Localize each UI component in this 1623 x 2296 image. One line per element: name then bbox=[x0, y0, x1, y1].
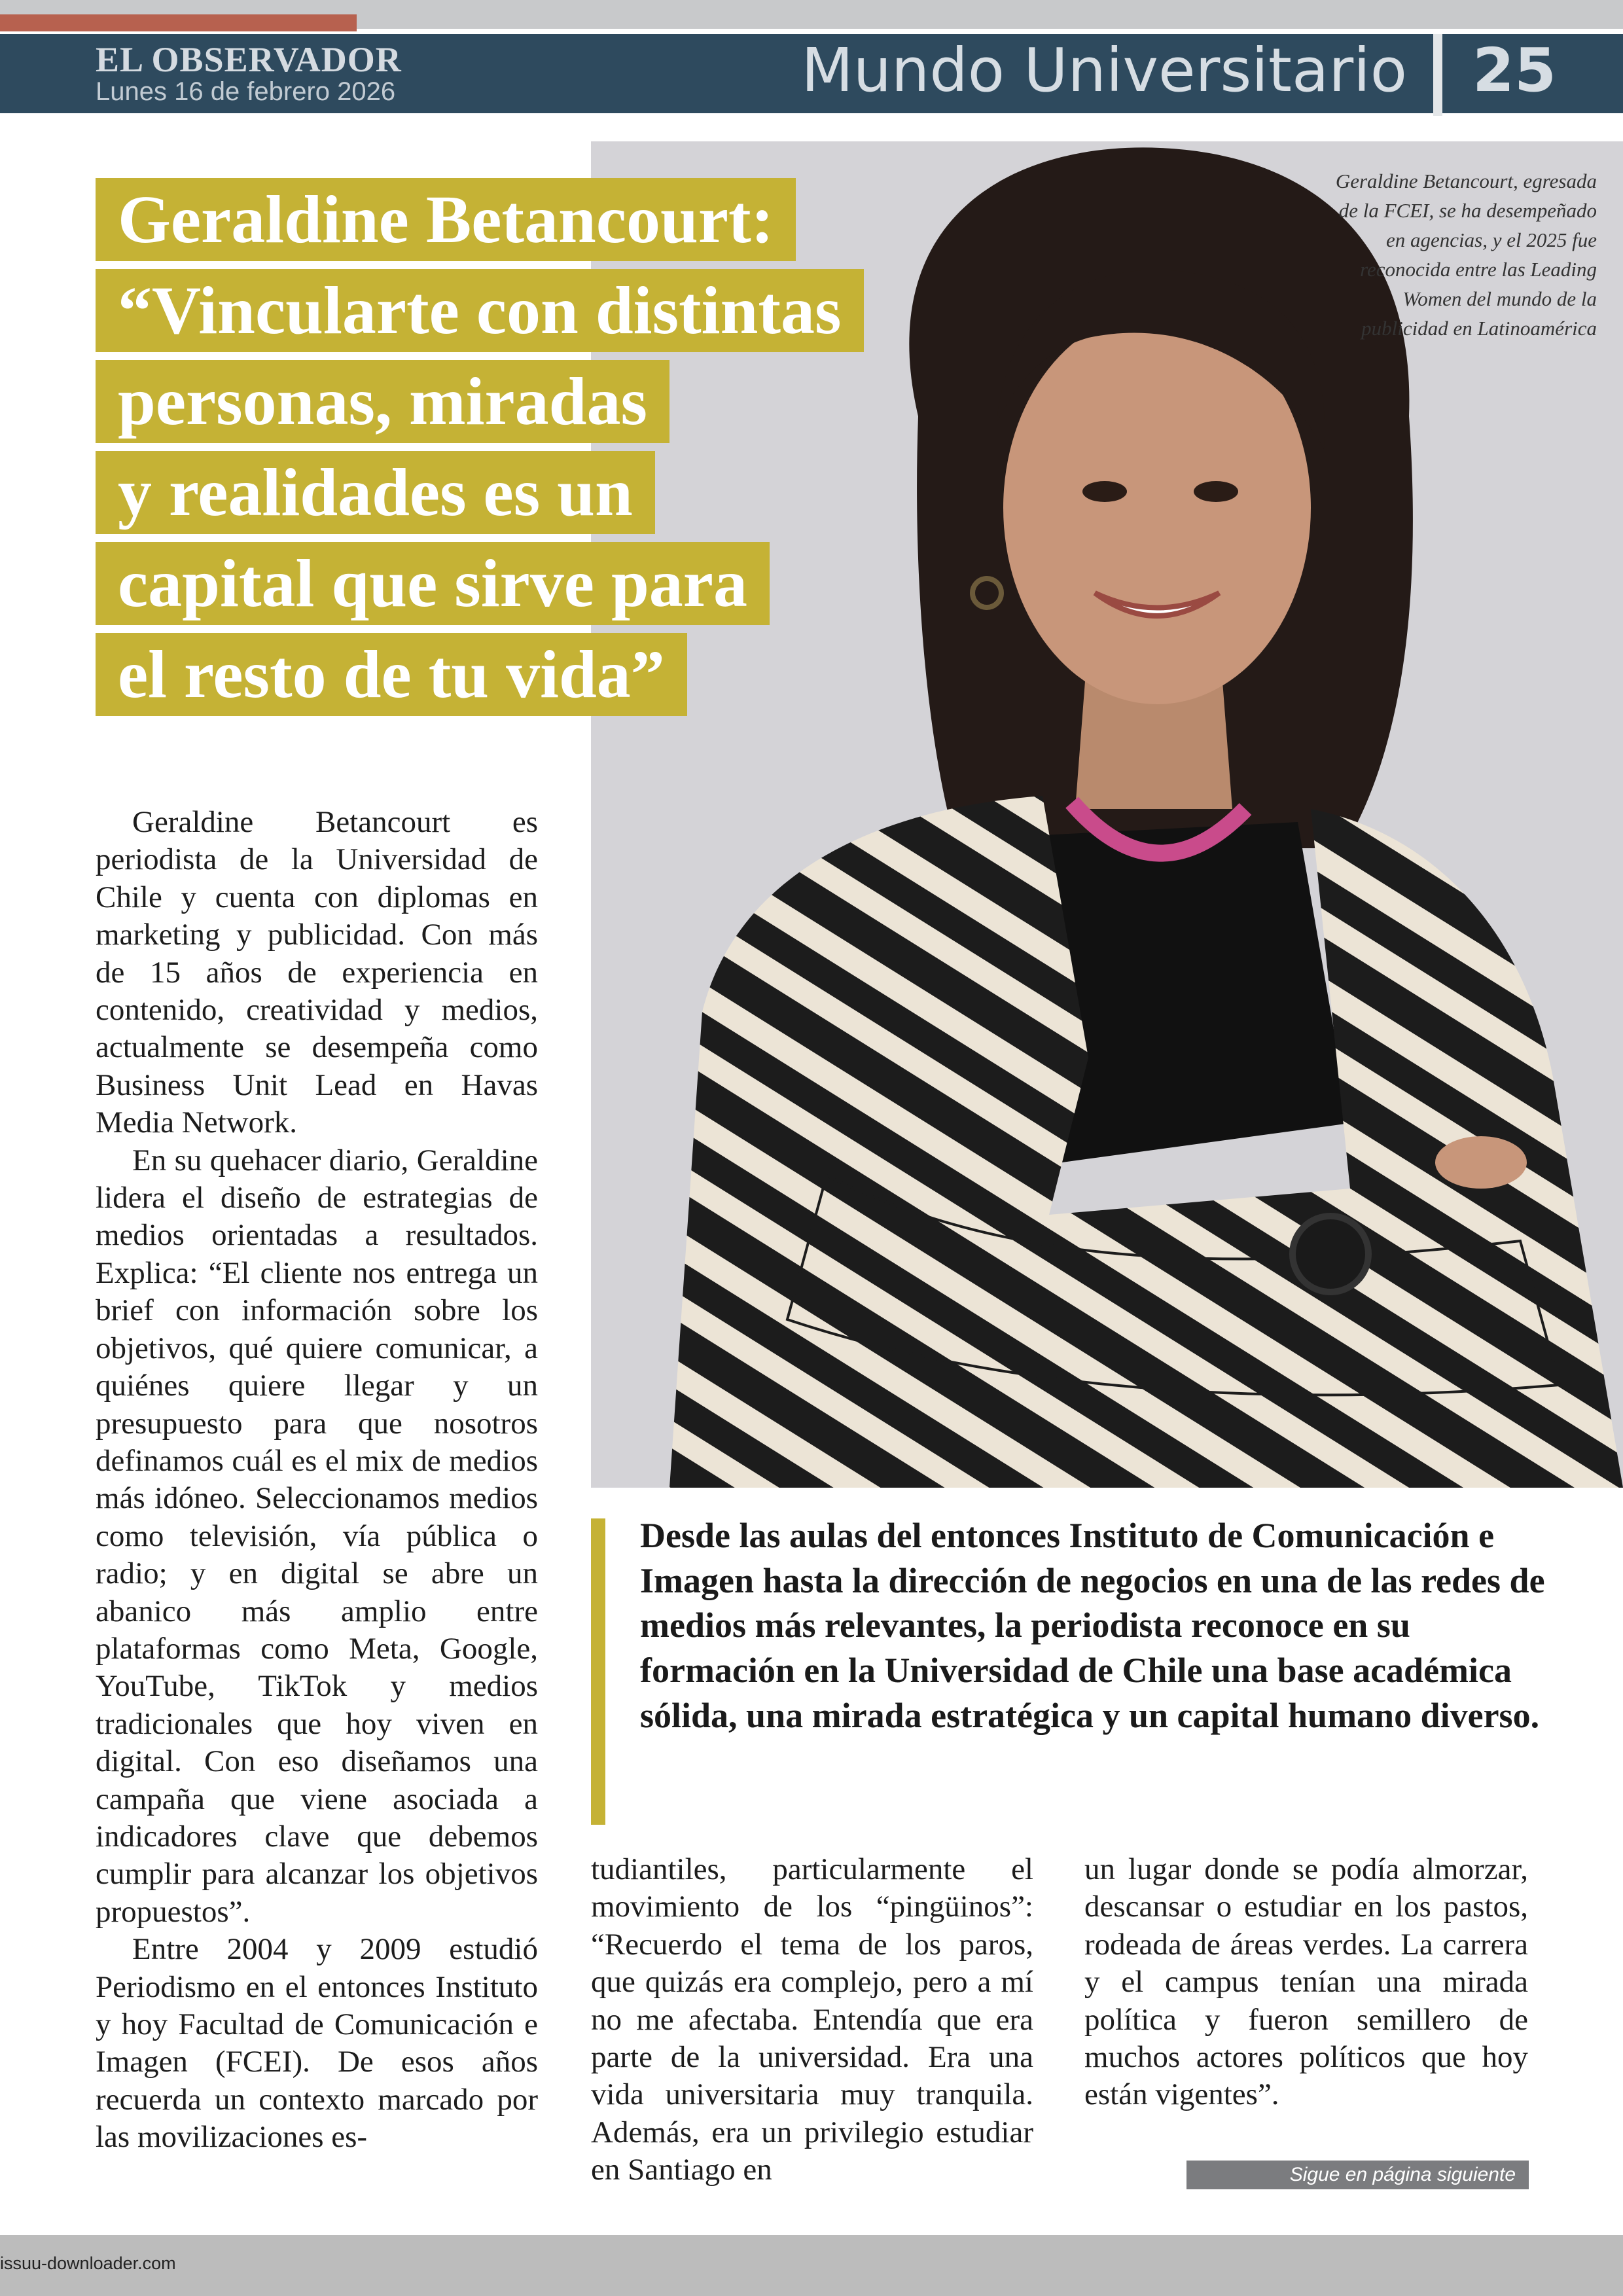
page-header bbox=[0, 31, 1623, 113]
headline-line: “Vincularte con distintas bbox=[96, 269, 864, 352]
headline bbox=[96, 178, 864, 724]
section-title: Mundo Universitario bbox=[801, 35, 1407, 105]
body-column-1 bbox=[96, 804, 538, 2157]
header-divider bbox=[1433, 34, 1442, 116]
headline-line: personas, miradas bbox=[96, 360, 669, 443]
headline-line: el resto de tu vida” bbox=[96, 633, 687, 716]
body-column-2 bbox=[591, 1851, 1033, 2189]
body-paragraph: Entre 2004 y 2009 estudió Periodismo en el entonces Instituto y hoy Facultad de Comunicación e Imagen (FCEI). De esos años recuerda un contexto marcado por las movilizaciones es- bbox=[96, 1932, 538, 2155]
body-paragraph: un lugar donde se podía almorzar, descansar o estudiar en los pastos, rodeada de áreas verdes. La carrera y el campus tenían una mirada política y fueron semillero de muchos actores políticos que hoy están vigentes”. bbox=[1084, 1852, 1528, 2112]
page-footer bbox=[0, 2235, 1623, 2296]
body-paragraph: Geraldine Betancourt es periodista de la Universidad de Chile y cuenta con diplomas en marketing y publicidad. Con más de 15 años de experiencia en contenido, creatividad y medios, actualmente se desempeña como Business Unit Lead en Havas Media Network. bbox=[96, 805, 538, 1140]
body-paragraph: tudiantiles, particularmente el movimiento de los “pingüinos”: “Recuerdo el tema de los paros, que quizás era complejo, pero a mí no me afectaba. Entendía que era parte de la universidad. Era una vida universitaria muy tranquila. Además, era un privilegio estudiar en Santiago en bbox=[591, 1852, 1033, 2187]
watermark: issuu-downloader.com bbox=[0, 2253, 176, 2273]
body-paragraph: En su quehacer diario, Geraldine lidera el diseño de estrategias de medios orientadas a resultados. Explica: “El cliente nos entrega un brief con información sobre los objetivos, qué quiere comunicar, a quiénes quiere llegar y un presupuesto para que nosotros definamos cuál es el mix de medios más idóneo. Seleccionamos medios como televisión, vía pública o radio; y en digital se abre un abanico más amplio entre plataformas como Meta, Google, YouTube, TikTok y medios tradicionales que hoy viven en digital. Con eso diseñamos una campaña que viene asociada a indicadores clave que debemos cumplir para alcanzar los objetivos propuestos”. bbox=[96, 1143, 538, 1929]
photo-caption: Geraldine Betancourt, egresada de la FCEI, se ha desempeñado en agencias, y el 2025 fue reconocida entre las Leading Women del mundo de la publicidad en Latinoamérica bbox=[1335, 170, 1597, 340]
page-number: 25 bbox=[1472, 35, 1557, 105]
publication-name: EL OBSERVADOR bbox=[96, 40, 402, 79]
pull-quote-bar bbox=[591, 1518, 605, 1825]
pull-quote: Desde las aulas del entonces Instituto de Comunicación e Imagen hasta la dirección de negocios en una de las redes de medios más relevantes, la periodista reconoce en su formación en la Universidad de Chile una base académica sólida, una mirada estratégica y un capital humano diverso. bbox=[640, 1516, 1545, 1735]
headline-line: Geraldine Betancourt: bbox=[96, 178, 796, 261]
publication-date: Lunes 16 de febrero 2026 bbox=[96, 77, 396, 106]
body-column-3 bbox=[1084, 1851, 1528, 2114]
top-accent-bar bbox=[0, 14, 357, 31]
headline-line: capital que sirve para bbox=[96, 542, 770, 625]
headline-line: y realidades es un bbox=[96, 451, 655, 534]
continued-note: Sigue en página siguiente bbox=[1186, 2161, 1529, 2189]
